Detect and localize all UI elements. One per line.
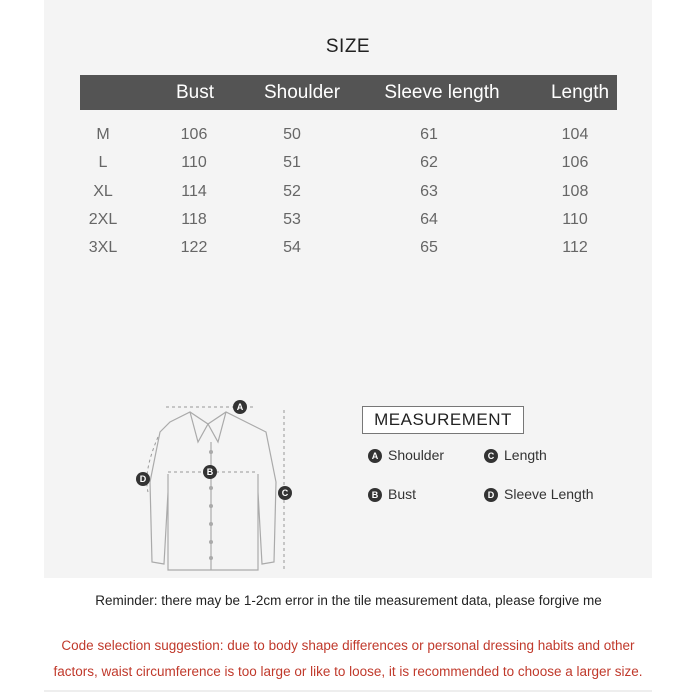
suggestion-line-1: Code selection suggestion: due to body shape differences or personal dressing habits and other	[61, 638, 635, 653]
header-length: Length	[550, 82, 610, 103]
table-row	[0, 180, 697, 204]
page-title: SIZE	[325, 36, 371, 57]
bust-cell: 106	[180, 126, 208, 143]
bust-cell: 118	[181, 211, 207, 228]
size-cell: XL	[93, 183, 113, 200]
table-row	[0, 208, 697, 232]
sleeve-cell: 63	[420, 183, 438, 200]
sleeve-cell: 62	[420, 154, 438, 171]
marker-a: A	[233, 398, 253, 416]
header-shoulder: Shoulder	[263, 82, 341, 103]
table-row	[0, 236, 697, 260]
sleeve-cell: 64	[420, 211, 438, 228]
shoulder-cell: 52	[283, 183, 301, 200]
legend-shoulder: A Shoulder	[368, 446, 444, 464]
size-cell: 2XL	[88, 211, 118, 228]
legend-length: C Length	[484, 446, 547, 464]
divider	[44, 690, 652, 692]
length-cell: 112	[562, 239, 588, 256]
table-row	[0, 123, 697, 147]
suggestion-line-2: factors, waist circumference is too large or like to loose, it is recommended to choose a larger size.	[53, 664, 643, 679]
legend-bust: B Bust	[368, 485, 416, 503]
marker-b: B	[203, 463, 223, 481]
reminder-note: Reminder: there may be 1-2cm error in the tile measurement data, please forgive me	[95, 593, 602, 608]
size-cell: L	[98, 154, 108, 171]
shoulder-cell: 51	[283, 154, 301, 171]
bust-cell: 122	[180, 239, 208, 256]
shoulder-cell: 50	[283, 126, 301, 143]
table-row	[0, 151, 697, 175]
length-cell: 110	[562, 211, 588, 228]
bust-cell: 110	[181, 154, 207, 171]
length-cell: 104	[561, 126, 589, 143]
measurement-heading: MEASUREMENT	[362, 406, 524, 434]
shoulder-cell: 54	[283, 239, 301, 256]
header-sleeve-length: Sleeve length	[384, 82, 500, 103]
length-cell: 106	[561, 154, 589, 171]
size-cell: 3XL	[88, 239, 118, 256]
size-cell: M	[96, 126, 110, 143]
header-bust: Bust	[175, 82, 215, 103]
marker-c: C	[278, 484, 298, 502]
shoulder-cell: 53	[283, 211, 301, 228]
bust-cell: 114	[181, 183, 207, 200]
length-cell: 108	[561, 183, 589, 200]
legend-sleeve-length: D Sleeve Length	[484, 485, 594, 503]
marker-d: D	[136, 470, 156, 488]
sleeve-cell: 61	[420, 126, 438, 143]
sleeve-cell: 65	[420, 239, 438, 256]
